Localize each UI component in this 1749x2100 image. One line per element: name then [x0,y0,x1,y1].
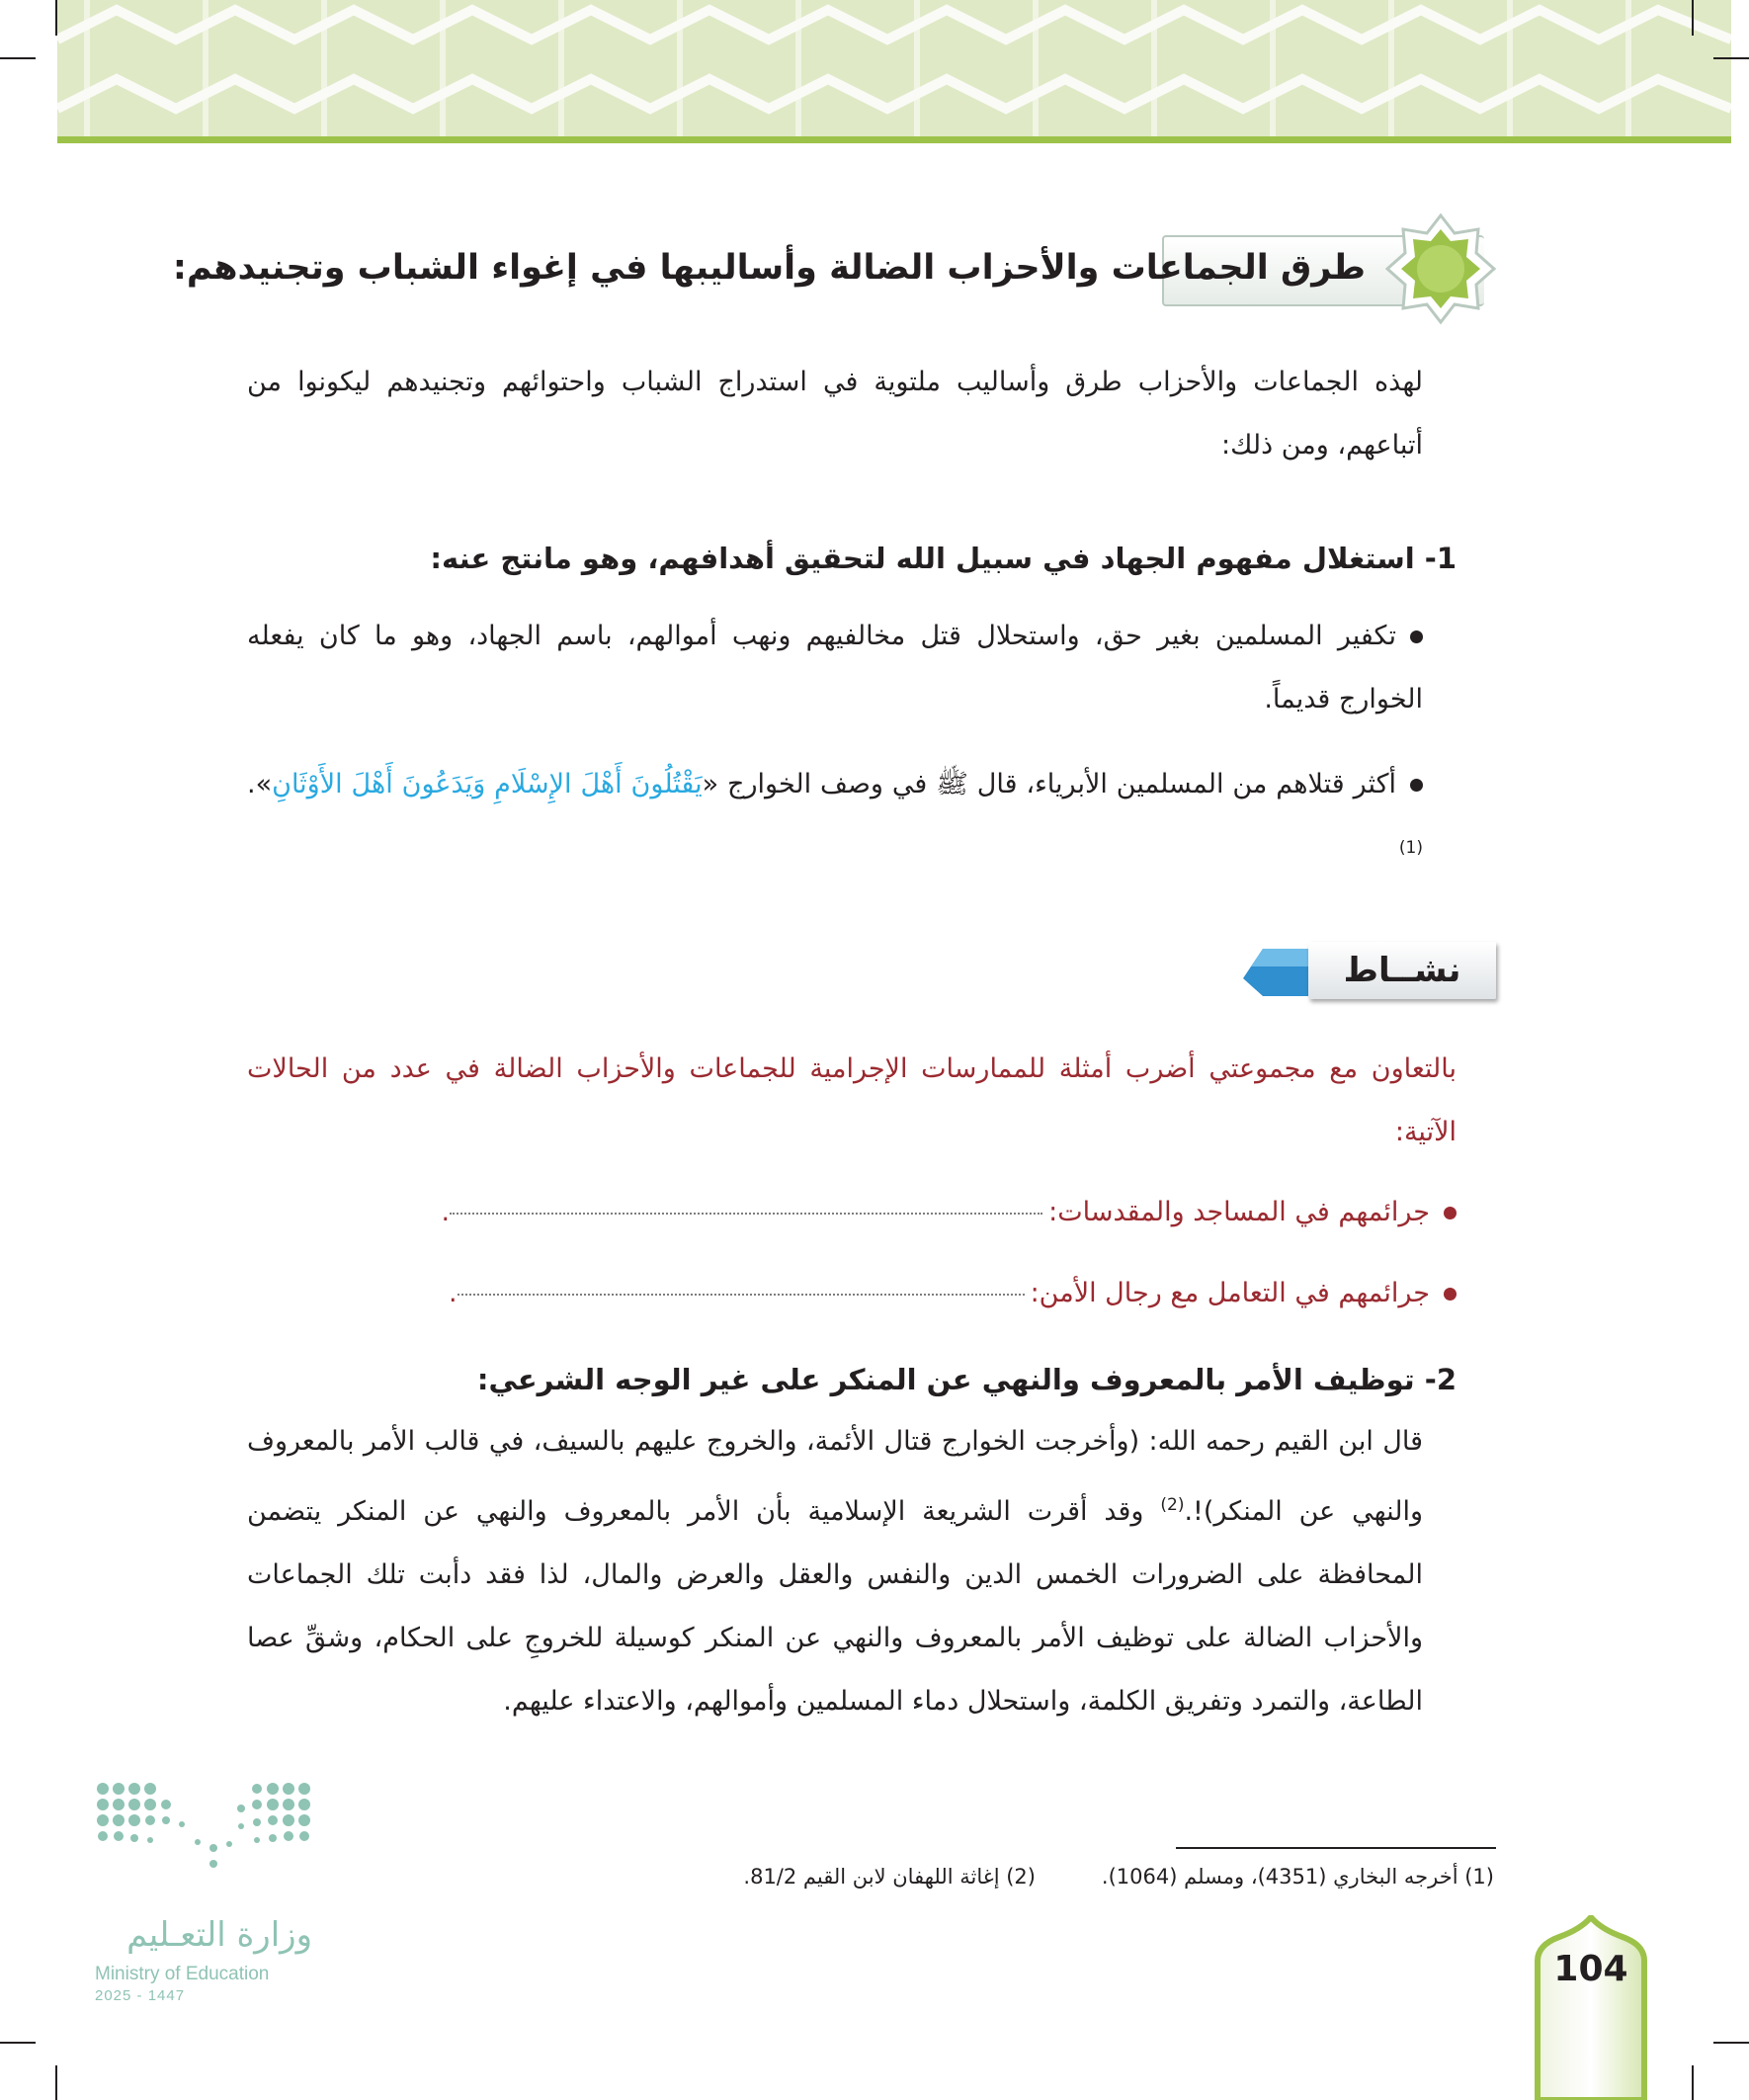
footnote-rule [1176,1847,1496,1849]
footnote-2: (2) إغاثة اللهفان لابن القيم 81/2. [743,1865,1036,1889]
page-number: 104 [1553,1949,1628,1989]
bullet-dot-icon [1444,1207,1457,1219]
crop-mark [1692,0,1694,36]
crop-mark [55,2065,57,2100]
bullet-text: تكفير المسلمين بغير حق، واستحلال قتل مخالفيهم ونهب أموالهم، باسم الجهاد، وهو ما كان يفعله الخوارج قديماً. [247,621,1423,714]
answer-line[interactable] [458,1294,1025,1296]
item1-bullet-2 [247,753,1423,886]
activity-case-2 [409,1262,1457,1325]
hadith-quote: يَقْتُلُونَ أَهْلَ الإِسْلَامِ وَيَدَعُونَ أَهْلَ الأَوْثَانِ [272,769,703,799]
star-badge-icon [1383,211,1498,326]
crop-mark [0,2042,36,2044]
crop-mark [1713,2042,1749,2044]
bullet-dot-icon [1410,630,1423,643]
geometric-pattern-icon [57,0,1731,140]
case-text: جرائمهم في التعامل مع رجال الأمن: [1030,1278,1430,1308]
footnote-ref: (1) [1398,838,1423,858]
header-pattern-band [57,0,1731,140]
case-text: جرائمهم في المساجد والمقدسات: [1048,1197,1430,1227]
item2-heading: 2- توظيف الأمر بالمعروف والنهي عن المنكر على غير الوجه الشرعي: [476,1363,1457,1396]
footnote-1: (1) أخرجه البخاري (4351)، ومسلم (1064). [1101,1865,1494,1889]
bullet-text: أكثر قتلاهم من المسلمين الأبرياء، قال ﷺ في وصف الخوارج « [702,769,1396,799]
end-mark: . [441,1197,451,1227]
end-mark: . [448,1278,458,1308]
ministry-name-arabic: وزارة التعـليم [126,1915,312,1955]
ministry-year: 2025 - 1447 [95,1987,186,2004]
header-rule [57,136,1731,143]
item2-paragraph [247,1410,1423,1733]
bullet-text-end: ». [247,769,273,799]
footnote-ref: (2) [1160,1495,1185,1515]
item1-bullet-1 [247,605,1423,731]
crop-mark [0,57,36,59]
body-text: وقد أقرت الشريعة الإسلامية بأن الأمر بالمعروف والنهي عن المنكر يتضمن المحافظة على الضرورات الخمس الدين والنفس والعقل والعرض والمال، لذا فقد دأبت تلك الجماعات والأحزاب الضالة على توظيف الأمر بالمعروف والنهي عن المنكر كوسيلة للخروجِ على الحكام، وشقِّ عصا الطاعة، والتمرد وتفريق الكلمة، واستحلال دماء المسلمين وأموالهم، والاعتداء عليهم. [247,1496,1423,1717]
intro-paragraph: لهذه الجماعات والأحزاب طرق وأساليب ملتوية في استدراج الشباب واحتوائهم وتجنيدهم ليكونوا من أتباعهم، ومن ذلك: [247,367,1423,461]
section-title: طرق الجماعات والأحزاب الضالة وأساليبها في إغواء الشباب وتجنيدهم: [172,248,1366,288]
ministry-name-english: Ministry of Education [95,1964,270,1984]
activity-label: نشــاط [1308,942,1496,999]
bullet-dot-icon [1444,1288,1457,1301]
item1-heading: 1- استغلال مفهوم الجهاد في سبيل الله لتحقيق أهدافهم، وهو مانتج عنه: [430,542,1457,575]
ministry-logo-icon [95,1781,312,1905]
quote-text: قال ابن القيم رحمه الله: (وأخرجت الخوارج قتال الأئمة، والخروج عليهم بالسيف، في قالب الأمر بالمعروف والنهي عن المنكر)!. [247,1426,1423,1527]
crop-mark [1713,57,1749,59]
crop-mark [1692,2065,1694,2100]
activity-instruction: بالتعاون مع مجموعتي أضرب أمثلة للممارسات الإجرامية للجماعات والأحزاب الضالة في عدد من الحالات الآتية: [247,1053,1457,1147]
crop-mark [55,0,57,36]
answer-line[interactable] [450,1213,1042,1215]
bullet-dot-icon [1410,779,1423,792]
page-tab-icon [1530,1915,1652,2100]
activity-case-1 [409,1181,1457,1244]
